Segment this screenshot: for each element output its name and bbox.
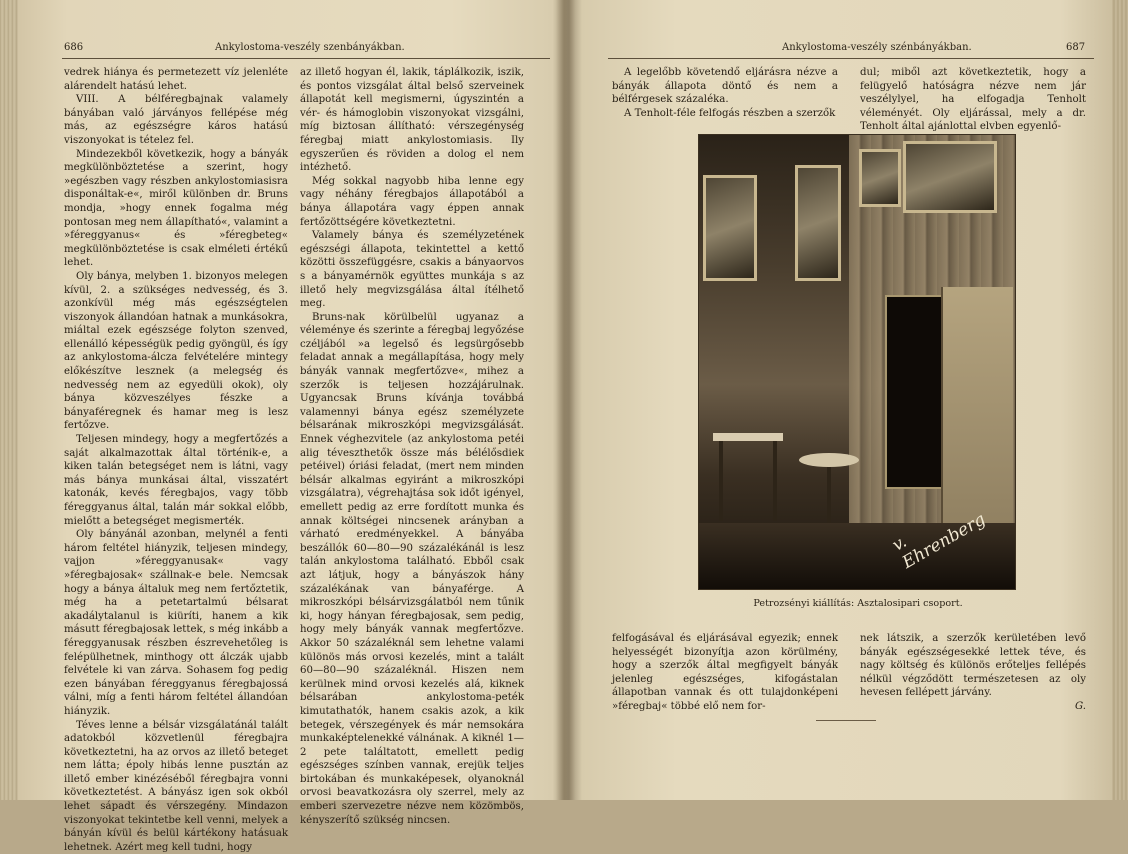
paragraph: VIII. A bélféregbajnak valamely bányában való járványos fellépése még más, az egészségre káros hatású viszonyokat is tételez fel. (64, 93, 288, 147)
photo-framed-painting (703, 175, 757, 281)
photo-signature: v. Ehrenberg (889, 485, 1001, 573)
paragraph: Bruns-nak körülbelül ugyanaz a véleménye és szerinte a féregbaj legyőzése czéljából »a legelső és legsürgősebb feladat annak a megállapítása, hogy mely bányák vannak megfertőzve«, mihez a szerzők is teljesen hozzájárulnak. Ugyancsak Bruns kívánja továbbá valamennyi bánya egész személyzete bélsarának mikroszkópi megvizsgálását. Ennek véghezvitele (az ankylostoma petéi alig téveszthetők össze más bélélősdiek petéivel) óriási feladat, (mert nem minden bélsár alkalmas egyiránt a mikroszkópi vizsgálatra), végrehajtása sok időt igényel, emellett pedig az erre fordított munka és annak költségei nincsenek arányban a várható eredményekkel. A bányába beszállók 60—80—90 százalékánál is lesz talán ankylostoma található. Ebből csak azt látjuk, hogy a bányászok hány százalékának van bányaférge. A mikroszkópi bélsárvizsgálatból nem tűnik ki, hogy hányan féregbajosak, sem pedig, hogy mely bányák vannak megfertőzve. Akkor 50 százaléknál sem lehetne valami különös más orvosi kezelés, mint a talált 60—80—90 százaléknál. Hiszen nem kerülnek mind orvosi kezelés alá, kiknek bélsarában ankylostoma-peték kimutathatók, hanem csakis azok, a kik betegek, vérszegények és már nemsokára munkaképtelenekké válnának. A kiknél 1—2 pete találtatott, emellett pedig egészséges színben vannak, erejük teljes birtokában és munkaképesek, olyanoknál orvosi beavatkozásra oly szerrel, mely az emberi szervezetre nézve nem közömbös, kényszerítő szükség nincsen. (300, 311, 524, 828)
left-running-title: Ankylostoma-veszély szenbányákban. (215, 42, 405, 53)
photo-caption: Petrozsényi kiállítás: Asztalosipari csoport. (700, 598, 1016, 609)
photo-framed-painting (903, 141, 997, 213)
paragraph: Mindezekből következik, hogy a bányák megkülönböztetése a szerint, hogy »egészben vagy részben ankylostomiasisra disponáltak-e«, miről különben dr. Bruns mondja, »hogy ennek fogalma még pontosan meg nem állapítható«, valamint a »féreggyanus« és »féregbeteg« megkülönböztetése is csak elméleti értékű lehet. (64, 148, 288, 270)
photo-table-leg (827, 467, 831, 527)
left-page-edges (0, 0, 18, 800)
right-header-rule (608, 58, 1094, 59)
paragraph: vedrek hiánya és permetezett víz jelenléte alárendelt hatású lehet. (64, 66, 288, 93)
end-rule (816, 720, 876, 721)
right-top-column-1 (612, 66, 838, 120)
right-bottom-column-1 (612, 632, 838, 714)
left-column-2 (300, 66, 524, 827)
book-gutter (556, 0, 582, 800)
left-header-rule (62, 58, 550, 59)
author-initial: G. (860, 700, 1086, 714)
photo-table-leg (719, 441, 723, 521)
photo-round-table (799, 453, 859, 467)
photo-table (713, 433, 783, 441)
paragraph: A Tenholt-féle felfogás részben a szerzők (612, 107, 838, 121)
photo-table-leg (773, 441, 777, 521)
paragraph: nek látszik, a szerzők kerületében levő bányák egészségesekké lettek téve, és nagy költség és különös erőteljes fellépés nélkül végződött természetesen az oly hevesen fellépett járvány. (860, 632, 1086, 700)
right-page-edges (1112, 0, 1128, 800)
paragraph: felfogásával és eljárásával egyezik; ennek helyességét bizonyítja azon körülmény, hogy a szerzők által megfigyelt bányák jelenleg egészséges, kifogástalan állapotban vannak és ott tulajdonképeni »féregbaj« többé elő nem for- (612, 632, 838, 714)
left-page-number: 686 (64, 42, 83, 53)
paragraph: dul; miből azt következtetik, hogy a felügyelő hatóságra nézve nem jár veszélylyel, ha elfogadja Tenholt véleményét. Oly eljárással, mely a dr. Tenholt által ajánlottal elvben egyenlő- (860, 66, 1086, 134)
right-page-number: 687 (1066, 42, 1085, 53)
right-running-title: Ankylostoma-veszély szénbányákban. (782, 42, 972, 53)
paragraph: Oly bányánál azonban, melynél a fenti három feltétel hiányzik, teljesen mindegy, vajjon »féreggyanusak« vagy »féregbajosak« szállnak-e bele. Nemcsak hogy a bánya általuk meg nem fertőztetik, még ha a petetartalmú bélsarat akadálytalanul is kiüríti, hanem a kik másutt féregbajosak lettek, s még inkább a féreggyanusak részben észrevehetőleg is felépülhetnek, minthogy ott álczák ujabb felvétele ki van zárva. Sohasem fog pedig ezen bányában féreggyanus féregbajossá válni, míg a fenti három feltétel állandóan hiányzik. (64, 528, 288, 718)
right-top-column-2 (860, 66, 1086, 134)
photo-framed-painting (795, 165, 841, 281)
left-column-1 (64, 66, 288, 854)
paragraph: A legelőbb követendő eljárásra nézve a bányák állapota döntő és nem a bélférgesek százaléka. (612, 66, 838, 107)
right-bottom-column-2 (860, 632, 1086, 714)
paragraph: Valamely bánya és személyzetének egészségi állapota, tekintettel a kettő közötti összefüggésre, csakis a bányaorvos s a bányamérnök együttes munkája s az illető hely megvizsgálása által ítélhető meg. (300, 229, 524, 311)
photo-framed-painting (859, 149, 901, 207)
paragraph: Téves lenne a bélsár vizsgálatánál talált adatokból közvetlenül féregbajra következtetni, ha az orvos az illető beteget nem látta; époly hibás lenne pusztán az illető ember kinézéséből féregbajra vonni következtetést. A bányász igen sok okból lehet sápadt és vérszegény. Mindazon viszonyokat tekintetbe kell venni, melyek a bányán kívül és belül kártékony hatásuak lehetnek. Azért meg kell tudni, hogy (64, 719, 288, 854)
photo-doorway (885, 295, 943, 489)
paragraph: Oly bánya, melyben 1. bizonyos melegen kívül, 2. a szükséges nedvesség, és 3. azonkívül még más egészségtelen viszonyok állandóan hatnak a munkásokra, miáltal ezek egészsége folyton szenved, ellenálló képességük pedig gyöngül, és így az ankylostoma-álcza felvételére mintegy előkészítve lesznek (a melegség és nedvesség nem az egyedüli okok), oly bánya közveszélyes fészke a bányaféregnek és hamar meg is lesz fertőzve. (64, 270, 288, 433)
paragraph: Még sokkal nagyobb hiba lenne egy vagy néhány féregbajos állapotából a bánya állapotára vagy éppen annak fertőzöttségére következtetni. (300, 175, 524, 229)
workshop-interior-photo (698, 134, 1016, 590)
paragraph: Teljesen mindegy, hogy a megfertőzés a saját alkalmazottak által történik-e, a kiken talán betegséget nem is látni, vagy más bánya munkásai által, visszatért katonák, kevés féregbajos, vagy több féreggyanus által, talán már sokkal előbb, mielőtt a betegséget megismerték. (64, 433, 288, 528)
paragraph: az illető hogyan él, lakik, táplálkozik, iszik, és pontos vizsgálat által belső szerveinek állapotát kell megismerni, úgyszintén a vér- és hámoglobin viszonyokat vizsgálni, míg biztosan állítható: vérszegénység féregbaj miatt ankylostomiasis. Ily egyszerűen és röviden a dolog el nem intézhető. (300, 66, 524, 175)
